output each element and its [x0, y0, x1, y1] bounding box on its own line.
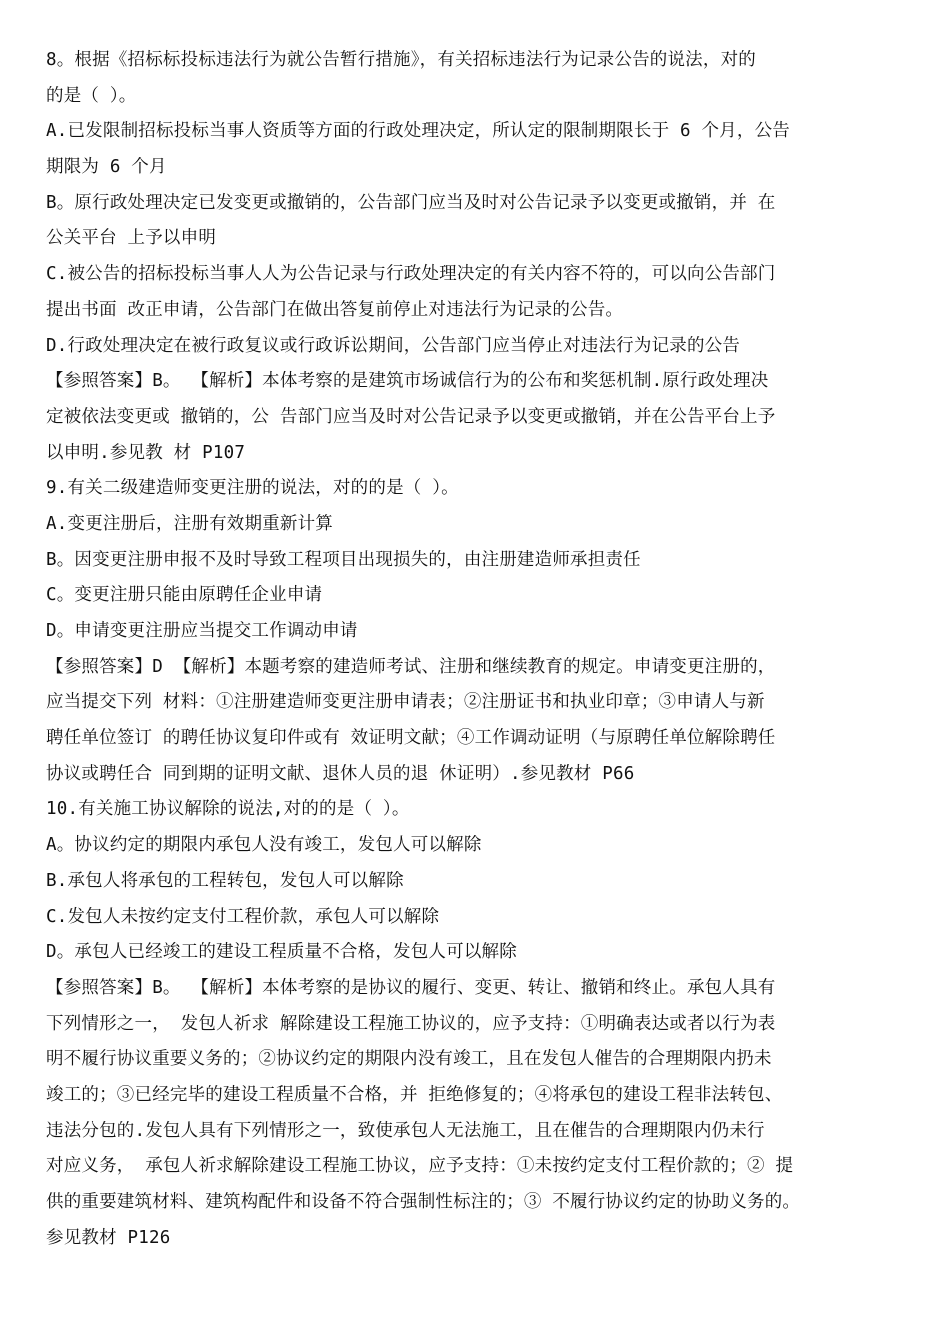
text-line: A。协议约定的期限内承包人没有竣工，发包人可以解除	[46, 835, 482, 856]
document-text	[46, 43, 908, 1256]
text-line: 9.有关二级建造师变更注册的说法，对的的是（ ）。	[46, 478, 459, 499]
text-line: D。申请变更注册应当提交工作调动申请	[46, 621, 358, 641]
text-line: 明不履行协议重要义务的；②协议约定的期限内没有竣工，且在发包人催告的合理期限内扔未	[46, 1049, 772, 1070]
text-line: 公关平台 上予以申明	[46, 228, 217, 249]
text-line: B。因变更注册申报不及时导致工程项目出现损失的，由注册建造师承担责任	[46, 549, 641, 570]
text-line: A.变更注册后，注册有效期重新计算	[46, 513, 333, 534]
text-line: 【参照答案】B。 【解析】本体考察的是建筑市场诚信行为的公布和奖惩机制.原行政处理决	[46, 371, 769, 392]
text-line: 供的重要建筑材料、建筑构配件和设备不符合强制性标注的；③ 不履行协议约定的协助义务的。	[46, 1192, 801, 1212]
text-line: 以申明.参见教 材 P107	[46, 442, 246, 463]
text-line: 应当提交下列 材料：①注册建造师变更注册申请表；②注册证书和执业印章；③申请人与新	[46, 692, 765, 713]
text-line: 聘任单位签订 的聘任协议复印件或有 效证明文献；④工作调动证明（与原聘任单位解除聘任	[46, 728, 776, 749]
text-line: 定被依法变更或 撤销的，公 告部门应当及时对公告记录予以变更或撤销，并在公告平台上予	[46, 406, 776, 427]
text-line: 竣工的；③已经完毕的建设工程质量不合格，并 拒绝修复的；④将承包的建设工程非法转包、	[46, 1084, 783, 1105]
text-line: D。承包人已经竣工的建设工程质量不合格，发包人可以解除	[46, 942, 517, 963]
text-line: C.发包人未按约定支付工程价款，承包人可以解除	[46, 906, 440, 927]
text-line: 【参照答案】D 【解析】本题考察的建造师考试、注册和继续教育的规定。申请变更注册的，	[46, 656, 776, 677]
text-line: 协议或聘任合 同到期的证明文献、退休人员的退 休证明）.参见教材 P66	[46, 763, 635, 784]
text-line: 下列情形之一， 发包人祈求 解除建设工程施工协议的，应予支持：①明确表达或者以行为表	[46, 1013, 776, 1034]
text-line: 违法分包的.发包人具有下列情形之一，致使承包人无法施工，且在催告的合理期限内仍未行	[46, 1120, 765, 1141]
text-line: 对应义务， 承包人祈求解除建设工程施工协议，应予支持：①未按约定支付工程价款的；② 提	[46, 1156, 794, 1177]
text-line: C。变更注册只能由原聘任企业申请	[46, 585, 323, 606]
text-line: 参见教材 P126	[46, 1227, 171, 1248]
text-line: D.行政处理决定在被行政复议或行政诉讼期间，公告部门应当停止对违法行为记录的公告	[46, 335, 741, 356]
text-line: 的是（ ）。	[46, 85, 137, 106]
text-line: A.已发限制招标投标当事人资质等方面的行政处理决定，所认定的限制期限长于 6 个月，公告	[46, 121, 790, 142]
text-line: C.被公告的招标投标当事人人为公告记录与行政处理决定的有关内容不符的，可以向公告部门	[46, 264, 776, 285]
text-line: 提出书面 改正申请，公告部门在做出答复前停止对违法行为记录的公告。	[46, 299, 624, 320]
text-line: 期限为 6 个月	[46, 157, 167, 178]
text-line: 【参照答案】B。 【解析】本体考察的是协议的履行、变更、转让、撤销和终止。承包人具有	[46, 977, 776, 998]
text-line: B。原行政处理决定已发变更或撤销的，公告部门应当及时对公告记录予以变更或撤销，并 在	[46, 192, 776, 213]
text-line: 8。根据《招标标投标违法行为就公告暂行措施》，有关招标违法行为记录公告的说法，对的	[46, 50, 756, 70]
text-line: B.承包人将承包的工程转包，发包人可以解除	[46, 870, 404, 891]
text-line: 10.有关施工协议解除的说法,对的的是（ ）。	[46, 799, 410, 820]
